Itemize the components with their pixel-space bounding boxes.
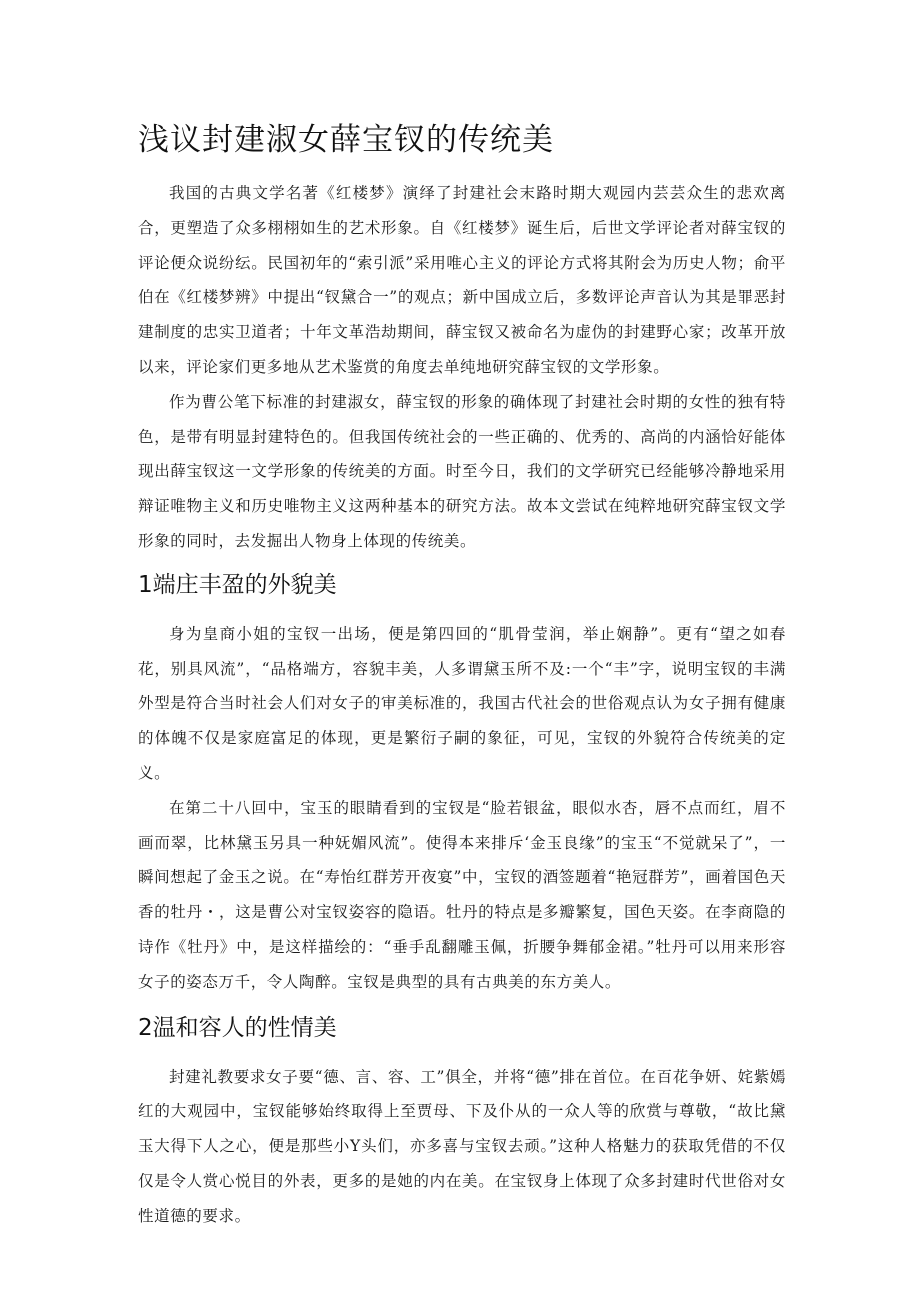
section-paragraph: 封建礼教要求女子要“德、言、容、工”俱全，并将“德”排在首位。在百花争妍、姹紫嫣红的大观园中，宝钗能够始终取得上至贾母、下及仆从的一众人等的欣赏与尊敬，“故比黛玉大得下人之心，便是那些小Y头们，亦多喜与宝钗去顽。”这种人格魅力的获取凭借的不仅仅是令人赏心悦目的外表，更多的是她的内在美。在宝钗身上体现了众多封建时代世俗对女性道德的要求。 [138, 1067, 786, 1225]
section-heading: 2温和容人的性情美 [138, 1014, 337, 1041]
intro-paragraph: 作为曹公笔下标准的封建淑女，薛宝钗的形象的确体现了封建社会时期的女性的独有特色，是带有明显封建特色的。但我国传统社会的一些正确的、优秀的、高尚的内涵恰好能体现出薛宝钗这一文学形象的传统美的方面。时至今日，我们的文学研究已经能够冷静地采用辩证唯物主义和历史唯物主义这两种基本的研究方法。故本文尝试在纯粹地研究薛宝钗文学形象的同时，去发掘出人物身上体现的传统美。 [138, 392, 786, 550]
document-title: 浅议封建淑女薛宝钗的传统美 [138, 122, 554, 158]
section-paragraph: 在第二十八回中，宝玉的眼睛看到的宝钗是“脸若银盆，眼似水杏，唇不点而红，眉不画而翠，比林黛玉另具一种妩媚风流”。使得本来排斥‘金玉良缘”的宝玉“不觉就呆了”，一瞬间想起了金玉之说。在“寿怡红群芳开夜宴”中，宝钗的酒签题着“艳冠群芳”，画着国色天香的牡丹・，这是曹公对宝钗姿容的隐语。牡丹的特点是多瓣繁复，国色天姿。在李商隐的诗作《牡丹》中，是这样描绘的：“垂手乱翻雕玉佩，折腰争舞郁金裙。”牡丹可以用来形容女子的姿态万千，令人陶醉。宝钗是典型的具有古典美的东方美人。 [138, 798, 786, 991]
document-page [138, 118, 786, 1234]
section-paragraph: 身为皇商小姐的宝钗一出场，便是第四回的“肌骨莹润，举止娴静”。更有“望之如春花，别具风流”，“品格端方，容貌丰美，人多谓黛玉所不及:一个“丰”字，说明宝钗的丰满外型是符合当时社会人们对女子的审美标准的，我国古代社会的世俗观点认为女子拥有健康的体魄不仅是家庭富足的体现，更是繁衍子嗣的象征，可见，宝钗的外貌符合传统美的定义。 [138, 624, 786, 782]
section-heading: 1端庄丰盈的外貌美 [138, 571, 337, 598]
intro-paragraph: 我国的古典文学名著《红楼梦》演绎了封建社会末路时期大观园内芸芸众生的悲欢离合，更塑造了众多栩栩如生的艺术形象。自《红楼梦》诞生后，后世文学评论者对薛宝钗的评论便众说纷纭。民国初年的“索引派”采用唯心主义的评论方式将其附会为历史人物；俞平伯在《红楼梦辨》中提出“钗黛合一”的观点；新中国成立后，多数评论声音认为其是罪恶封建制度的忠实卫道者；十年文革浩劫期间，薛宝钗又被命名为虚伪的封建野心家；改革开放以来，评论家们更多地从艺术鉴赏的角度去单纯地研究薛宝钗的文学形象。 [138, 184, 786, 376]
